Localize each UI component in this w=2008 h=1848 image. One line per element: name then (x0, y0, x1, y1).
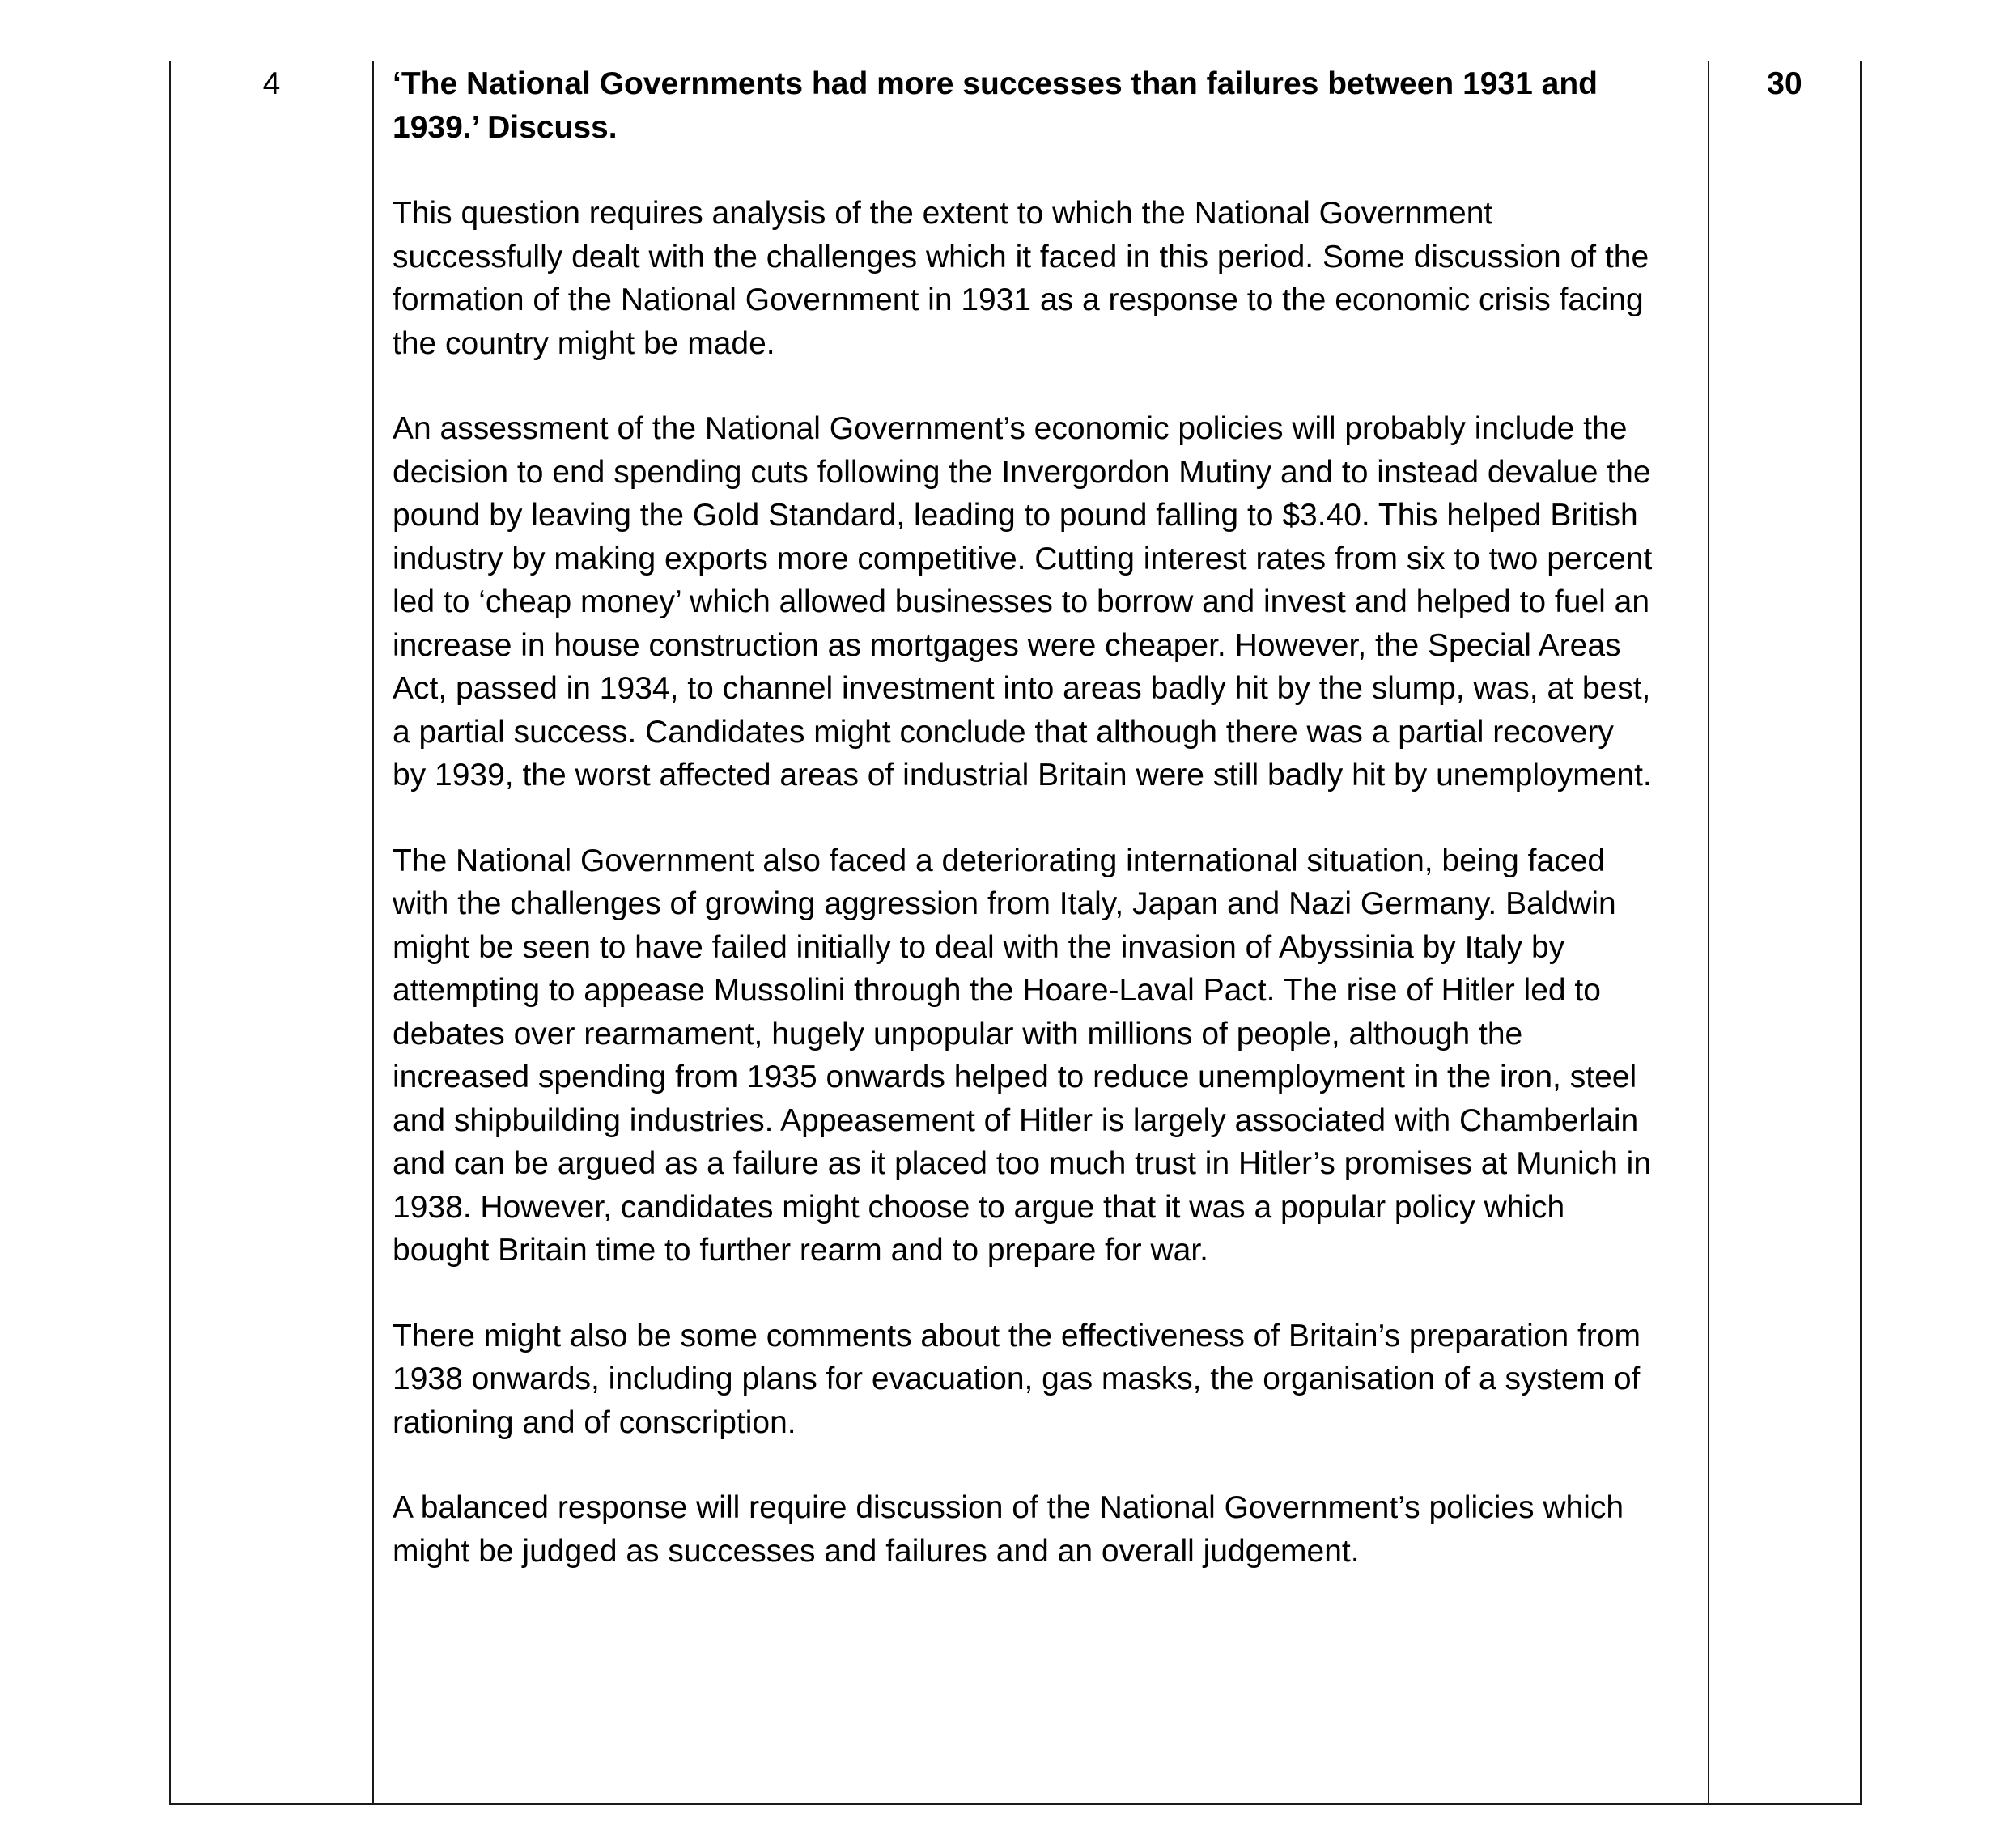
question-title: ‘The National Governments had more successes than failures between 1931 and 1939.’ Discuss. (393, 66, 1598, 145)
guidance-paragraph-intro: This question requires analysis of the extent to which the National Government successfully dealt with the challenges which it faced in this period. Some discussion of the formation of the National Government in 1931 as a response to the economic crisis facing the country might be made. (393, 196, 1649, 361)
guidance-paragraph-foreign-policy: The National Government also faced a deteriorating international situation, being faced with the challenges of growing aggression from Italy, Japan and Nazi Germany. Baldwin might be seen to have failed initially to deal with the invasion of Abyssinia by Italy by attempting to appease Mussolini through the Hoare-Laval Pact. The rise of Hitler led to debates over rearmament, hugely unpopular with millions of people, although the increased spending from 1935 onwards helped to reduce unemployment in the iron, steel and shipbuilding industries. Appeasement of Hitler is largely associated with Chamberlain and can be argued as a failure as it placed too much trust in Hitler’s promises at Munich in 1938. However, candidates might choose to argue that it was a popular policy which bought Britain time to further rearm and to prepare for war. (393, 843, 1652, 1268)
guidance-paragraph-conclusion: A balanced response will require discussion of the National Government’s policies which might be judged as successes and failures and an overall judgement. (393, 1490, 1624, 1569)
mark-scheme-table (169, 61, 1862, 1805)
answer-guidance-cell (393, 62, 1704, 1573)
marks-value: 30 (1767, 66, 1802, 101)
guidance-paragraph-economic: An assessment of the National Government’s economic policies will probably include the decision to end spending cuts following the Invergordon Mutiny and to instead devalue the pound by leaving the Gold Standard, leading to pound falling to $3.40. This helped British industry by making exports more competitive. Cutting interest rates from six to two percent led to ‘cheap money’ which allowed businesses to borrow and invest and helped to fuel an increase in house construction as mortgages were cheaper. However, the Special Areas Act, passed in 1934, to channel investment into areas badly hit by the slump, was, at best, a partial success. Candidates might conclude that although there was a partial recovery by 1939, the worst affected areas of industrial Britain were still badly hit by unemployment. (393, 411, 1653, 792)
column-divider-right (1708, 61, 1709, 1803)
guidance-paragraph-war-preparation: There might also be some comments about the effectiveness of Britain’s preparation from 1938 onwards, including plans for evacuation, gas masks, the organisation of a system of rationing and of conscription. (393, 1318, 1641, 1440)
column-divider-left (372, 61, 374, 1803)
question-number: 4 (262, 66, 281, 101)
